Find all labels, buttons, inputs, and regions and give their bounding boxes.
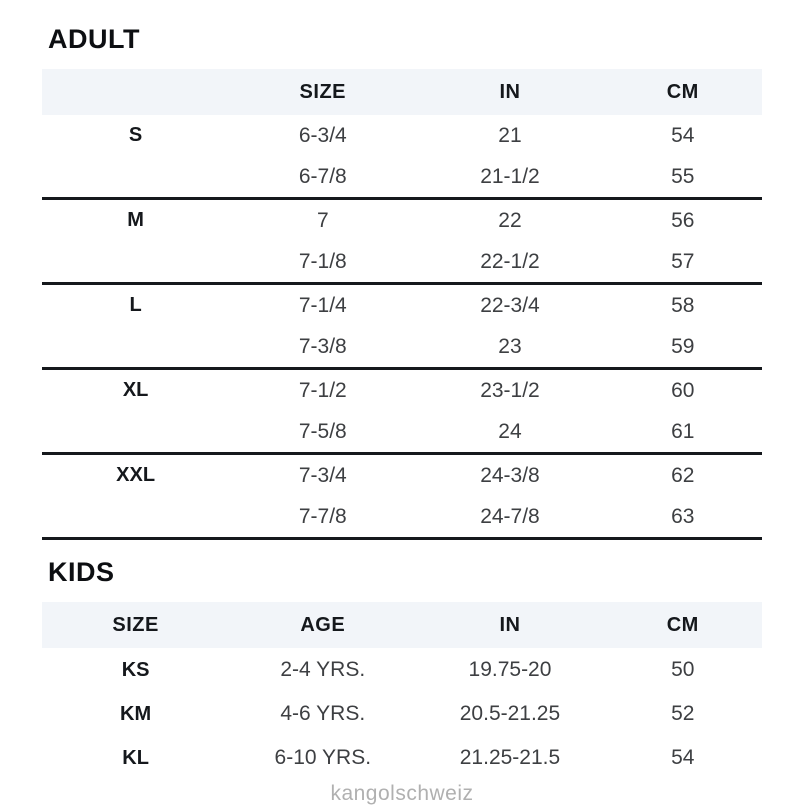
adult-row-xl-2 bbox=[42, 411, 762, 454]
cell-age: 6-10 YRS. bbox=[274, 746, 372, 769]
cell-cm: 62 bbox=[671, 463, 695, 487]
size-group-label-ks: KS bbox=[121, 658, 150, 681]
cell-age: 4-6 YRS. bbox=[280, 702, 366, 725]
kids-row-kl bbox=[42, 736, 762, 780]
size-group-label-xl: XL bbox=[122, 379, 149, 401]
size-group-label-blank bbox=[42, 496, 229, 539]
adult-row-l-1 bbox=[42, 284, 762, 327]
kids-header-row bbox=[42, 602, 762, 648]
cell-in: 21.25-21.5 bbox=[459, 746, 561, 769]
cell-in: 23 bbox=[416, 326, 603, 369]
cell-cm: 50 bbox=[671, 658, 695, 681]
kids-header-cm: CM bbox=[604, 602, 762, 648]
size-group-label-l: L bbox=[129, 294, 142, 316]
adult-row-l-2 bbox=[42, 326, 762, 369]
cell-cm: 52 bbox=[671, 702, 695, 725]
cell-size: 7-5/8 bbox=[229, 411, 416, 454]
cell-size: 7-7/8 bbox=[229, 496, 416, 539]
adult-row-m-2 bbox=[42, 241, 762, 284]
cell-cm: 61 bbox=[604, 411, 762, 454]
size-group-label-blank bbox=[42, 411, 229, 454]
adult-row-xxl-1 bbox=[42, 454, 762, 497]
cell-cm: 63 bbox=[604, 496, 762, 539]
cell-cm: 60 bbox=[671, 378, 695, 402]
cell-size: 6-3/4 bbox=[298, 123, 347, 147]
cell-in: 24-3/8 bbox=[480, 463, 540, 487]
cell-in: 24-7/8 bbox=[416, 496, 603, 539]
adult-header-blank bbox=[42, 69, 229, 115]
cell-cm: 57 bbox=[604, 241, 762, 284]
adult-row-m-1 bbox=[42, 199, 762, 242]
cell-in: 21 bbox=[498, 123, 522, 147]
kids-header-in: IN bbox=[416, 602, 603, 648]
kids-section-title: KIDS bbox=[48, 557, 115, 587]
kids-size-table bbox=[42, 602, 762, 780]
cell-size: 7-3/8 bbox=[229, 326, 416, 369]
adult-header-in: IN bbox=[416, 69, 603, 115]
adult-row-s-1 bbox=[42, 115, 762, 156]
cell-in: 22 bbox=[498, 208, 522, 232]
kids-row-ks bbox=[42, 648, 762, 692]
cell-in: 19.75-20 bbox=[468, 658, 552, 681]
cell-cm: 54 bbox=[671, 746, 695, 769]
size-group-label-xxl: XXL bbox=[116, 464, 156, 486]
cell-size: 7-3/4 bbox=[298, 463, 347, 487]
adult-header-row bbox=[42, 69, 762, 115]
watermark-text: kangolschweiz bbox=[330, 782, 474, 805]
cell-cm: 56 bbox=[671, 208, 695, 232]
cell-size: 7-1/2 bbox=[298, 378, 347, 402]
cell-age: 2-4 YRS. bbox=[280, 658, 366, 681]
size-group-label-km: KM bbox=[120, 702, 152, 725]
cell-in: 22-3/4 bbox=[480, 293, 540, 317]
cell-in: 23-1/2 bbox=[480, 378, 540, 402]
size-group-label-s: S bbox=[128, 124, 143, 146]
adult-row-xxl-2 bbox=[42, 496, 762, 539]
size-group-label-blank bbox=[42, 326, 229, 369]
cell-cm: 54 bbox=[671, 123, 695, 147]
cell-size: 7-1/4 bbox=[298, 293, 347, 317]
adult-size-table bbox=[42, 69, 762, 540]
size-group-label-m: M bbox=[127, 209, 144, 231]
adult-section-title: ADULT bbox=[48, 24, 140, 54]
cell-in: 20.5-21.25 bbox=[459, 702, 561, 725]
adult-header-size: SIZE bbox=[229, 69, 416, 115]
kids-row-km bbox=[42, 692, 762, 736]
cell-cm: 55 bbox=[604, 156, 762, 199]
size-group-label-kl: KL bbox=[122, 746, 149, 769]
size-group-label-blank bbox=[42, 156, 229, 199]
size-group-label-blank bbox=[42, 241, 229, 284]
cell-size: 7-1/8 bbox=[229, 241, 416, 284]
cell-in: 21-1/2 bbox=[416, 156, 603, 199]
adult-row-s-2 bbox=[42, 156, 762, 199]
cell-size: 6-7/8 bbox=[229, 156, 416, 199]
cell-in: 24 bbox=[416, 411, 603, 454]
cell-in: 22-1/2 bbox=[416, 241, 603, 284]
adult-header-cm: CM bbox=[604, 69, 762, 115]
cell-size: 7 bbox=[316, 208, 329, 232]
cell-cm: 58 bbox=[671, 293, 695, 317]
cell-cm: 59 bbox=[604, 326, 762, 369]
kids-header-age: AGE bbox=[229, 602, 416, 648]
adult-row-xl-1 bbox=[42, 369, 762, 412]
kids-header-size: SIZE bbox=[42, 602, 229, 648]
